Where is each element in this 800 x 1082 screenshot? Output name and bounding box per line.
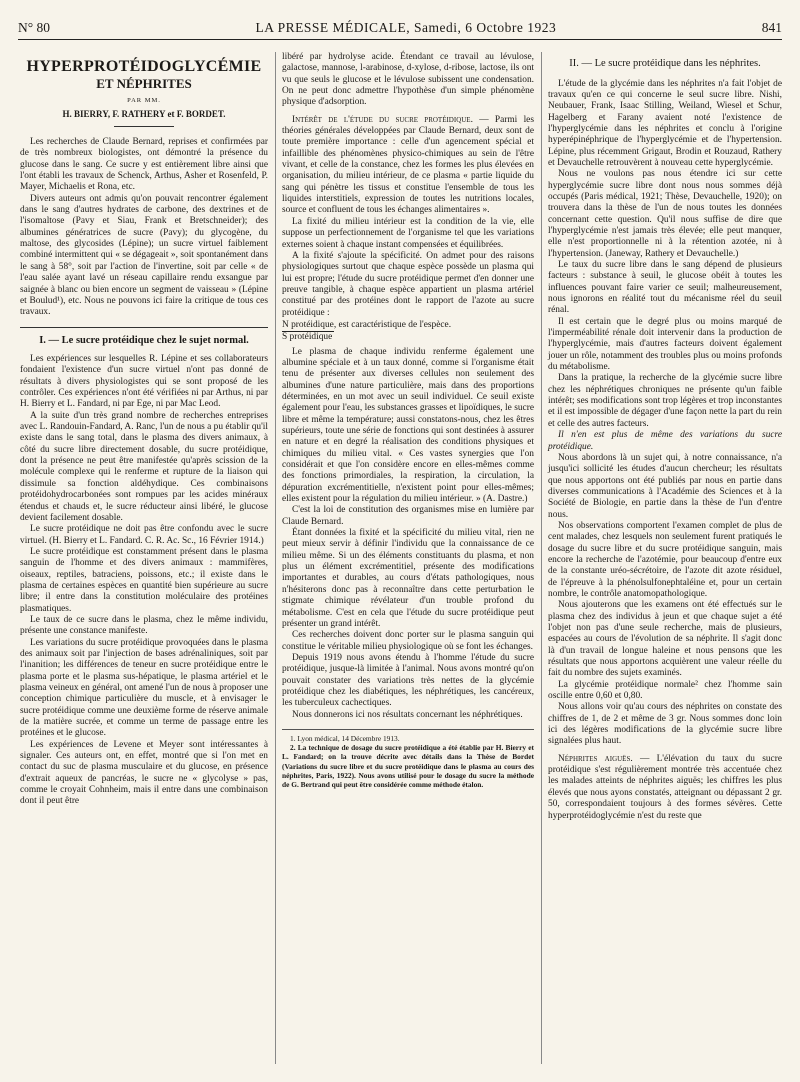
paragraph: Nous allons voir qu'au cours des néphrites on constate des chiffres de 1, de 2 et même de 3 gr. Nous sommes donc loin ici des légères modifications de la glycémie sucre libre signalées plus haut. (548, 702, 782, 747)
paragraph: Le plasma de chaque individu renferme également une albumine spéciale et à un taux donné, comme si l'organisme était tenu de présenter aux diverses cellules non seulement des albumines d'une nature particulière, mais dans des proportions déterminées, en un mot avec un seuil individuel. Ce seuil existe également pour l'eau, les substances grasses et lipoïdiques, le sucre libre et même la température; aussi constatons-nous, chez les êtres supérieurs, toute une série de fonctions qui sont destinées à assurer en nature et en degré la réalisation des conditions physiques et chimiques du milieu vital. « Ces vastes synergies que l'on considérait et que l'on considère encore en elles-mêmes comme des fonctions primordiales, la respiration, la circulation, la dépuration excrémentitielle, n'existent point pour elles-mêmes; elles existent pour la régulation du milieu intérieur. » (A. Dastre.) (282, 346, 534, 505)
ratio-denominator: S protéidique (282, 332, 333, 343)
paragraph: A la suite d'un très grand nombre de recherches entreprises avec L. Randouin-Fandard, A. Ranc, l'un de nous a pu établir qu'il existe dans le sang total, dans le plasma des divers animaux, à côté du sucre libre directement dosable, du sucre protéidique, dont la présence ne peut être manifestée qu'après scission de la molécule complexe qui le renferme et rupture de la liaison qui dissimule sa fonction aldéhydique. Ces combinaisons protéidohydrocarbonées sont rompues par les acides minéraux étendus et chauds et, le sucre réducteur ainsi libéré, le glucose devient facilement dosable. (20, 410, 268, 523)
footnote: 1. Lyon médical, 14 Décembre 1913. (290, 733, 400, 743)
journal-title: LA PRESSE MÉDICALE, Samedi, 6 Octobre 1923 (255, 20, 557, 35)
paragraph: L'étude de la glycémie dans les néphrites n'a fait l'objet de travaux qu'en ce qui concerne le seul sucre libre. Nishi, Neubauer, Frank, Isaac Stilling, Weiland, Wiesel et Schur, Hagelberg et Farany avaient noté l'existence de l'hyperglycémie dans les néphrites et conclu à l'origine hyperépinéphrique de l'hyperglycémie et de l'hypertension. Lépine, plus récemment Grigaut, Brodin et Rouzaud, Rathery et Devauchelle retrouvèrent à nouveau cette hyperglycémie. (548, 78, 782, 168)
section-heading: II. — Le sucre protéidique dans les néphrites. (569, 58, 761, 69)
page-number: 841 (761, 20, 782, 35)
paragraph: Étant données la fixité et la spécificité du milieu vital, rien ne peut mieux servir à définir l'individu que la connaissance de ce milieu même. Si un des éléments constituants du plasma, et non plus un élément excrémentitiel, présente des modifications importantes et durables, au cours d'états pathologiques, nous n'hésiterons donc pas à reconnaître dans cette perturbation le stigmate chimique révélateur d'un trouble profond du métabolisme. C'est en cela que l'étude du sucre protéidique peut présenter un grand intérêt. (282, 528, 534, 629)
paragraph: La glycémie protéidique normale² chez l'homme sain oscille entre 0,60 et 0,80. (548, 679, 782, 702)
ratio-suffix: , est caractéristique de l'espèce. (333, 319, 452, 330)
masthead (18, 14, 782, 40)
footnote: 2. La technique de dosage du sucre protéidique a été établie par H. Bierry et L. Fandard; on la trouve décrite avec détails dans la Thèse de Bordet (Variations du sucre libre et du sucre protéidique dans le plasma au cours des néphrites, Paris, 1922). Nous avons utilisé pour le dosage du sucre la méthode de G. Bertrand qui peut être considérée comme méthode étalon. (282, 743, 534, 789)
section-heading: I. — Le sucre protéidique chez le sujet normal. (39, 334, 249, 346)
paragraph: Les variations du sucre protéidique provoquées dans le plasma des animaux soit par l'injection de bases adrénaliniques, soit par l'inanition; les différences de teneur en sucre protéidique entre le plasma porte et le plasma sus-hépatique, le plasma artériel et le plasma veineux en général, ont amené l'un de nous à proposer une conception chimique particulière du muscle, et à envisager le sucre protéidique comme une deuxième forme de réserve animale de la matière sucrée, et comme un terme de passage entre les protéines et le glucose. (20, 637, 268, 739)
paragraph: libéré par hydrolyse acide. Étendant ce travail au lévulose, galactose, mannose, l-arabinose, d-xylose, d-ribose, lactose, ils ont vu que seuls le glucose et le lévulose subissent une condensation. On ne peut donc admettre l'hypothèse d'un simple phénomène physique d'adsorption. (282, 52, 534, 108)
column-rule (275, 52, 276, 1064)
paragraph-text: — Parmi les théories générales développées par Claude Bernard, deux sont de toute première importance : celle d'un agencement spécial et infaillible des phénomènes physico-chimiques au sein de l'être vivant, et celle de la constance, chez les formes les plus élevées en organisation, du milieu intérieur, de ce plasma « partie liquide du sang qui pénètre les tissus et constitue l'ensemble de tous les liquides interstitiels, expression de toutes les nutritions locales, source et confluent de tous les échanges alimentaires ». (282, 114, 534, 216)
paragraph: Nous ajouterons que les examens ont été effectués sur le plasma chez des individus à jeun et que chaque sujet a été l'objet non pas d'une seule recherche, mais de plusieurs, espacées au cours de l'évolution de sa néphrite. Il s'agit donc là d'un travail de longue haleine et nous pensons que les résultats que nous apportons acquièrent une valeur réelle du fait du nombre des sujets examinés. (548, 600, 782, 679)
paragraph: Le sucre protéidique est constamment présent dans le plasma sanguin de l'homme et des divers animaux : mammifères, oiseaux, reptiles, batraciens, poissons, etc.; il existe dans le plasma de certaines espèces en quantité bien supérieure au sucre libre; il entre dans la constitution moléculaire des protéines plasmatiques. (20, 546, 268, 614)
paragraph: Dans la pratique, la recherche de la glycémie sucre libre chez les néphrétiques chroniques ne présente qu'un faible intérêt; ses modifications sont trop légères et trop inconstantes et il est impossible de dégager d'une façon nette la part du rein et celle des autres facteurs. (548, 373, 782, 429)
paragraph: Nos observations comportent l'examen complet de plus de cent malades, chez lesquels non seulement furent pratiqués le dosage du sucre libre et du sucre protéidique sanguin, mais encore la recherche de l'azotémie, pour beaucoup d'entre eux de la constante uréo-sécrétoire, de l'azote dit azote résiduel, de l'épreuve à la phénolsulfonephtaléine et, pour un certain nombre, le contrôle anatomopathologique. (548, 520, 782, 599)
paragraph-text: — L'élévation du taux du sucre protéidique s'est régulièrement montrée très accentuée chez les malades atteints de néphrites aiguës; les chiffres les plus élevés que nous ayons constatés, atteignant ou dépassant 2 gr. 50, correspondaient toujours à des formes sévères. Cette hyperprotéidoglycémie n'est du reste que (548, 753, 782, 821)
column-2 (282, 52, 534, 789)
paragraph: Nous donnerons ici nos résultats concernant les néphrétiques. (292, 709, 523, 720)
paragraph: La fixité du milieu intérieur est la condition de la vie, elle suppose un perfectionnement de l'organisme tel que les variations externes soient à chaque instant compensées et équilibrées. (282, 216, 534, 250)
paragraph: Il n'en est plus de même des variations du sucre protéidique. (548, 430, 782, 452)
paragraph: Divers auteurs ont admis qu'on pouvait rencontrer également dans le sang d'autres hydrates de carbone, des dextrines et de l'isomaltose (Pavy et Siau, Frank et Bretschneider); des albumines génératrices de sucre (Pavy); du glycogène, du maltose, des glycosides (Lépine); un sucre virtuel faiblement combiné intermittent qui « se dégageait », soit spontanément dans le sang à 58°, soit par l'action de l'invertine, soit par celle « de l'eau salée ayant lavé un réseau capillaire rendu exsangue par saignée à blanc ou bien encore un segment de vaisseau » (Lépine et Boulud¹), etc. Nous ne pouvons ici faire la critique de tous ces travaux. (20, 193, 268, 318)
paragraph-with-heading (282, 115, 534, 217)
article-authors: H. BIERRY, F. RATHERY et F. BORDET. (62, 108, 226, 119)
paragraph: Le taux de ce sucre dans le plasma, chez le même individu, présente une constance manifeste. (20, 614, 268, 637)
paragraph: Les expériences de Levene et Meyer sont intéressantes à signaler. Ces auteurs ont, en effet, montré que si l'on met en contact du suc de plasma musculaire et du glucose, en présence d'extrait aqueux de pancréas, le sucre ne « glycolyse » pas, comme le croyait Cohnheim, mais il entre dans une combinaison dont il peut être (20, 739, 268, 807)
paragraph: C'est la loi de constitution des organismes mise en lumière par Claude Bernard. (282, 505, 534, 527)
paragraph: Nous ne voulons pas nous étendre ici sur cette hyperglycémie sucre libre dont nous nous sommes déjà occupés (Paris médical, 1921; Thèse, Devauchelle, 1920); on trouvera dans la thèse de l'un de nous toutes les données concernant cette question. Qu'il nous suffise de dire que l'hyperglycémie n'est jamais très élevée; elle peut manquer, elle n'est proportionnelle ni à la rétention azotée, ni à l'hypertension. (Janeway, Rathery et Devauchelle.) (548, 169, 782, 259)
ratio-formula (282, 320, 534, 344)
paragraph: A la fixité s'ajoute la spécificité. On admet pour des raisons physiologiques surtout que chaque espèce possède un plasma qui lui est propre; l'étude du sucre protéidique permet d'en donner une preuve tangible, à chaque espèce appartient un plasma artériel constitué par des protéines dont le rapport de l'azote au sucre protéidique : (282, 250, 534, 318)
paragraph: Ces recherches doivent donc porter sur le plasma sanguin qui constitue le véritable milieu physiologique où se font les échanges. (282, 630, 534, 652)
paragraph: Le sucre protéidique ne doit pas être confondu avec le sucre virtuel. (H. Bierry et L. Fandard. C. R. Ac. Sc., 16 Février 1914.) (20, 524, 268, 546)
title-divider (114, 126, 174, 127)
run-in-heading: Intérêt de l'étude du sucre protéidique. (292, 114, 473, 125)
paragraph: Les recherches de Claude Bernard, reprises et confirmées par de très nombreux biologistes, ont démontré la présence du glucose dans le sang. Ce sucre y est entièrement libre ainsi que l'ont établi les travaux de Schenck, Arthus, Asher et Rosenfeld, P. Mayer, Michaelis et Rona, etc. (20, 137, 268, 193)
byline-par: PAR MM. (127, 97, 161, 105)
article-subtitle: ET NÉPHRITES (96, 76, 192, 91)
paragraph-with-heading (548, 754, 782, 822)
ratio-numerator: N protéidique (282, 320, 334, 332)
paragraph: Depuis 1919 nous avons étendu à l'homme l'étude du sucre protéidique, jusque-là limitée à l'animal. Nous avons montré qu'on pouvait constater des variations très nettes de la glycémie protéidique chez les diabétiques, les néphrétiques, les cancéreux, les tuberculeux cachectiques. (282, 652, 534, 709)
column-3 (548, 52, 782, 822)
paragraph: Nous abordons là un sujet qui, à notre connaissance, n'a jusqu'ici sollicité les études d'aucun chercheur; les résultats que nous apportons ont été publiés par nous en partie dans diverses communications à l'Académie des Sciences et à la Société de Biologie, en partie dans la thèse de l'un d'entre nous. (548, 452, 782, 520)
paragraph: Les expériences sur lesquelles R. Lépine et ses collaborateurs fondaient l'existence d'un sucre virtuel n'ont pas donné de résultats à divers physiologistes qui se sont proposé de les contrôler. Ces expériences n'ont été vérifiées ni par Arthus, ni par H. Bierry et L. Fandard, ni par Ege, ni par Mac Leod. (20, 354, 268, 410)
run-in-heading: Néphrites aiguës. (558, 753, 633, 764)
issue-number: N° 80 (18, 20, 51, 35)
footnotes (282, 729, 534, 789)
article-title: HYPERPROTÉIDOGLYCÉMIE (26, 58, 262, 75)
paragraph: Le taux du sucre libre dans le sang dépend de plusieurs facteurs : substance à seuil, le glucose obéit à toutes les influences pouvant faire varier ce seuil; malheureusement, nous ignorons en réalité tout du mécanisme réel du seuil rénal. (548, 260, 782, 316)
paragraph: Il est certain que le degré plus ou moins marqué de l'imperméabilité rénale doit intervenir dans la production de l'hyperglycémie, mais d'autres facteurs doivent également jouer un rôle, notamment des troubles plus ou moins profonds du métabolisme. (548, 316, 782, 373)
section-divider (20, 327, 268, 328)
column-rule (541, 52, 542, 1064)
column-1 (20, 52, 268, 808)
